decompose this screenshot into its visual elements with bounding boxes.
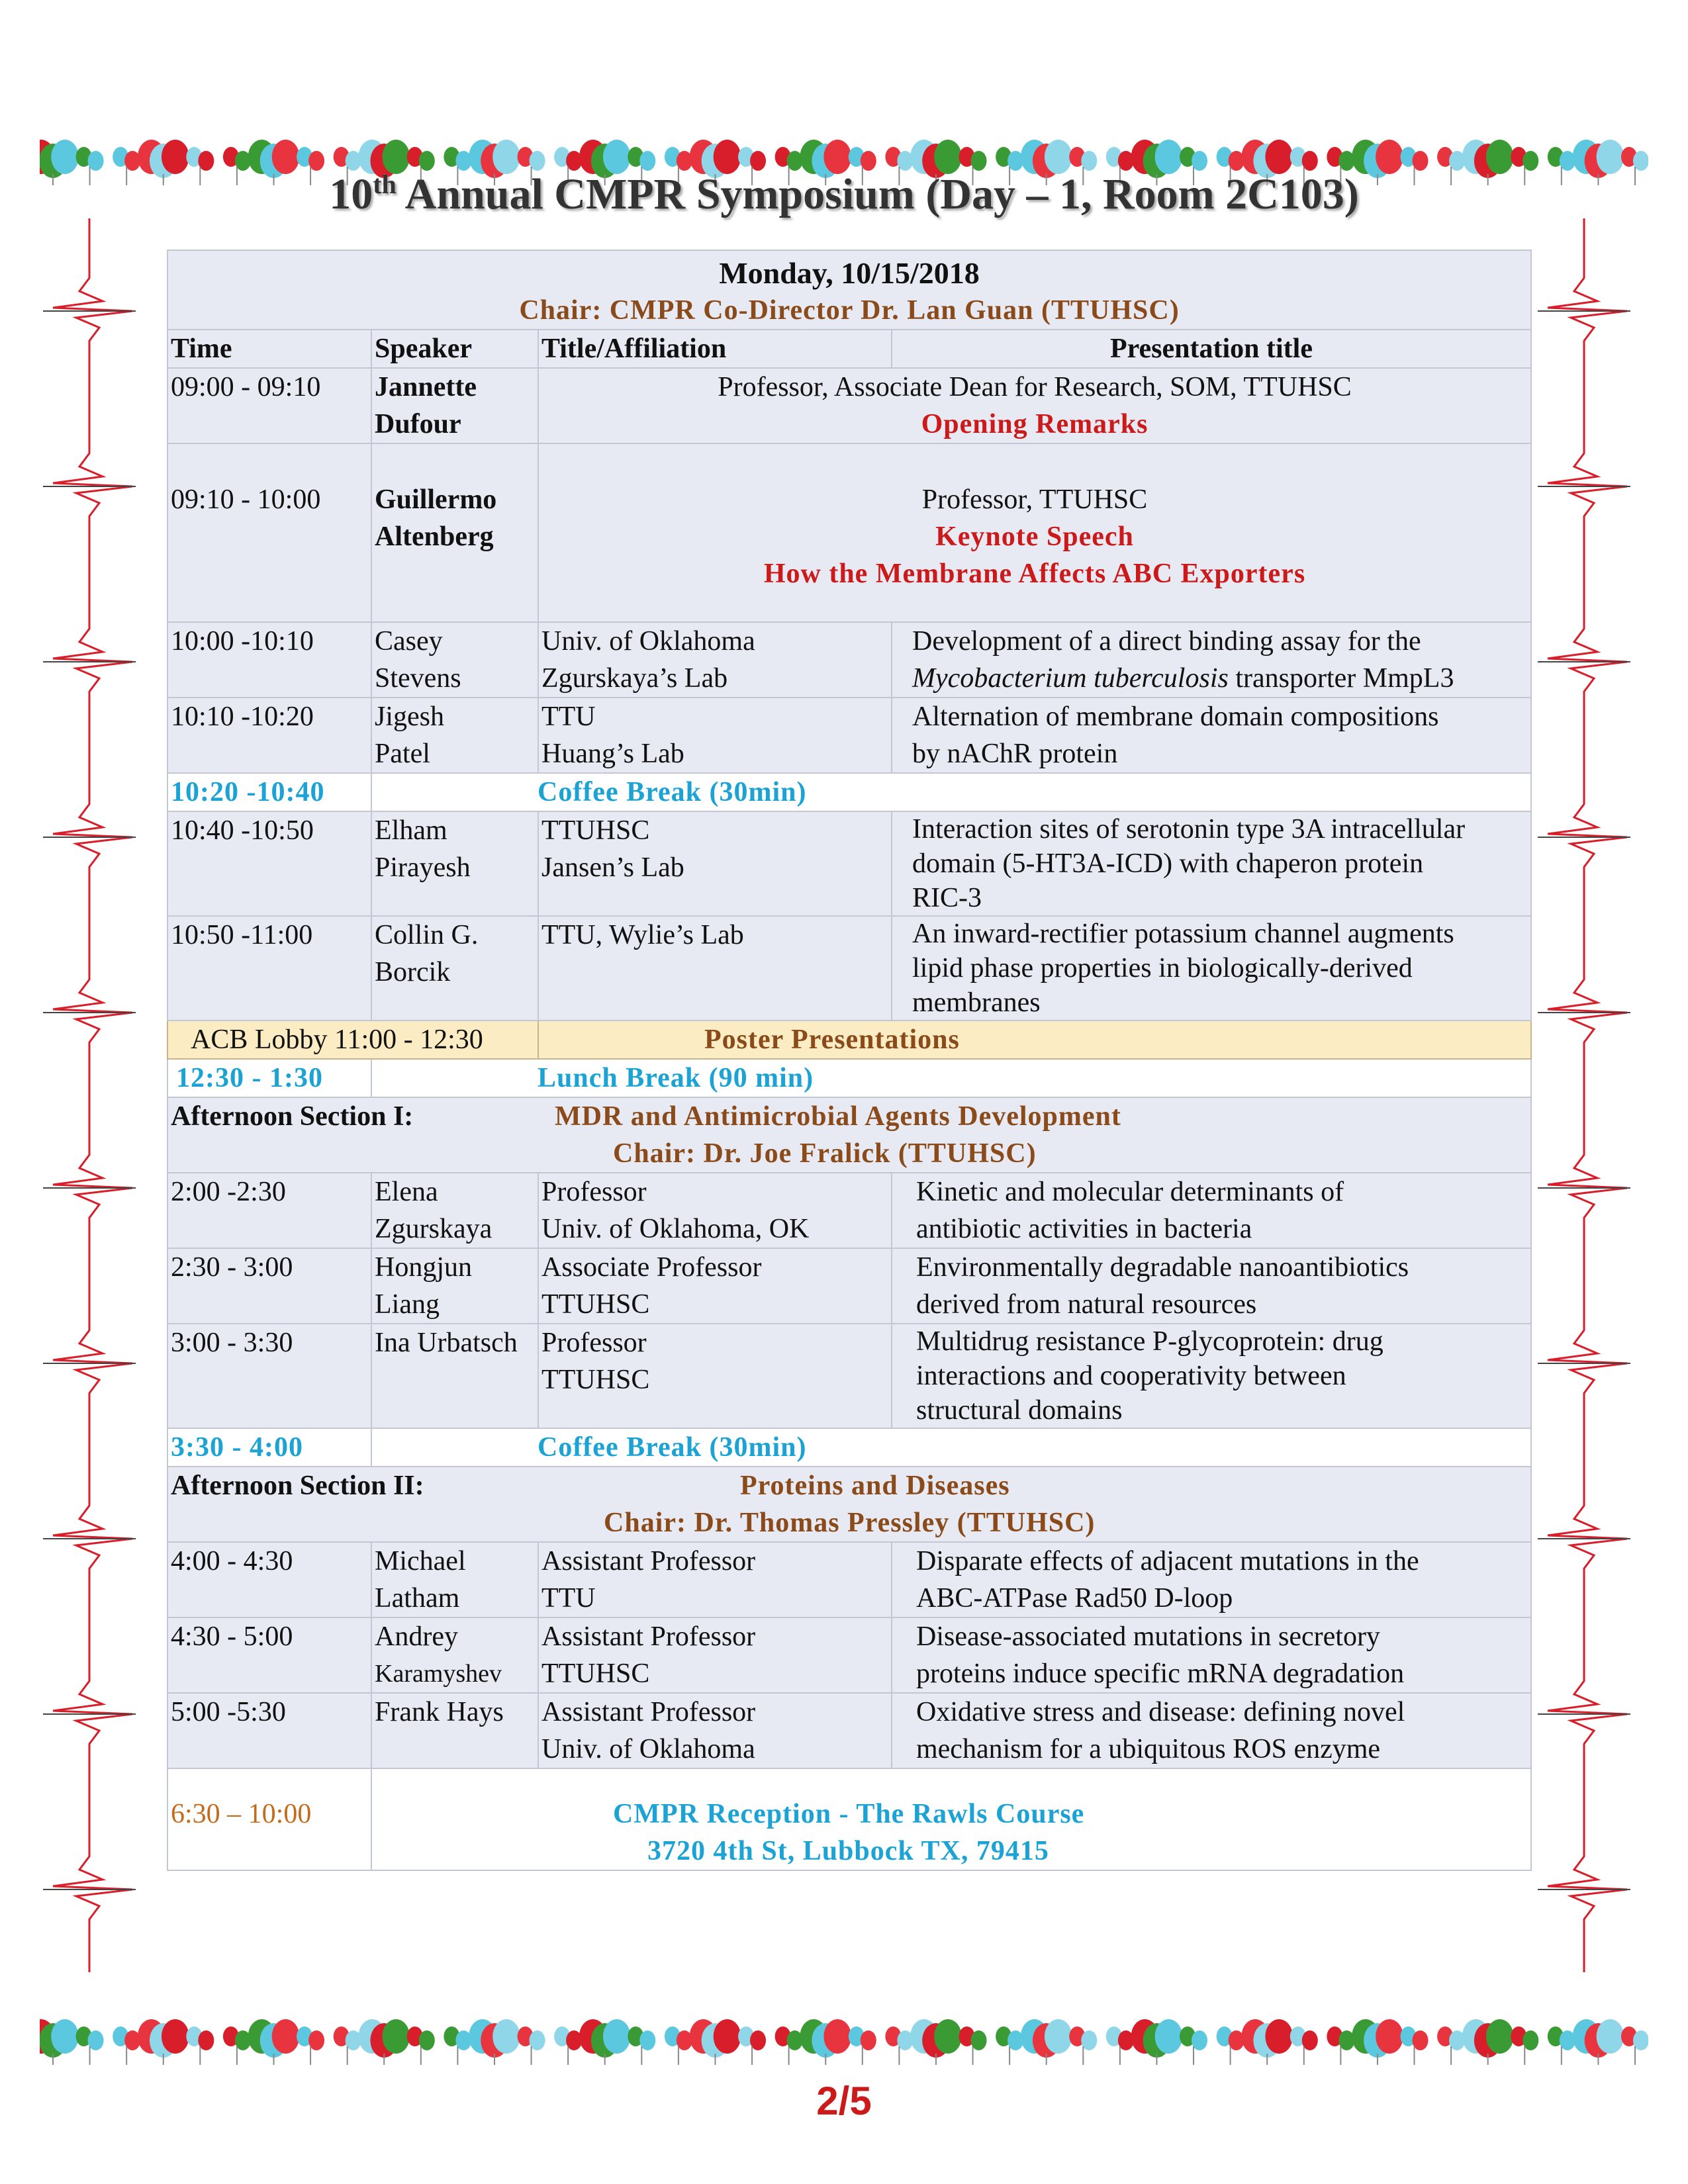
opening-row: [167, 368, 1531, 443]
balloon-icon: [800, 2019, 851, 2065]
column-headers: [167, 330, 1531, 368]
balloon-icon: [579, 2019, 631, 2065]
balloon-icon: [1106, 2026, 1134, 2065]
balloon-icon: [910, 2019, 962, 2065]
balloon-icon: [1327, 2026, 1354, 2065]
talk-row: 10:40 -10:50 Elham Pirayesh TTUHSC Jansen’s Lab Interaction sites of serotonin type 3A intracellular domain (5-HT3A-ICD) with chaperon protein RIC-3: [167, 811, 1531, 916]
balloon-icon: [186, 2026, 214, 2065]
balloon-icon: [1437, 2026, 1465, 2065]
balloon-icon: [444, 2026, 471, 2065]
talk-row: 2:30 - 3:00 Hongjun Liang Associate Professor TTUHSC Environmentally degradable nanoantibiotics derived from natural resources: [167, 1248, 1531, 1324]
balloon-icon: [1548, 2026, 1575, 2065]
balloon-icon: [690, 2019, 741, 2065]
page-number: 2/5: [816, 2079, 872, 2123]
coffee-break-row: 3:30 - 4:00 Coffee Break (30min): [167, 1428, 1531, 1467]
balloon-icon: [1180, 2026, 1207, 2065]
talk-row: 4:00 - 4:30 Michael Latham Assistant Professor TTU Disparate effects of adjacent mutations in the ABC-ATPase Rad50 D-loop: [167, 1542, 1531, 1617]
talk-row: 10:00 -10:10 Casey Stevens Univ. of Oklahoma Zgurskaya’s Lab Development of a direct binding assay for the Mycobacterium tuberculosis transporter MmpL3: [167, 622, 1531, 698]
balloon-icon: [469, 2019, 520, 2065]
balloon-icon: [76, 2026, 104, 2065]
balloon-icon: [1241, 2019, 1293, 2065]
heartbeat-line: [53, 218, 132, 1972]
balloon-icon: [628, 2026, 655, 2065]
day-header: [167, 250, 1531, 330]
col-time: Time: [167, 330, 371, 368]
balloon-icon: [1511, 2026, 1538, 2065]
col-speaker: Speaker: [371, 330, 538, 368]
day-date: Monday, 10/15/2018: [719, 256, 980, 290]
keynote-row: [167, 443, 1531, 622]
balloon-icon: [1352, 2019, 1403, 2065]
balloon-icon: [1069, 2026, 1097, 2065]
balloon-icon: [1217, 2026, 1244, 2065]
balloon-icon: [554, 2026, 582, 2065]
talk-row: 5:00 -5:30 Frank Hays Assistant Professor Univ. of Oklahoma Oxidative stress and disease: defining novel mechanism for a ubiquitous ROS enzyme: [167, 1693, 1531, 1768]
row-time: 09:10 - 10:00: [167, 443, 371, 622]
talk-row: 10:10 -10:20 Jigesh Patel TTU Huang’s Lab Alternation of membrane domain compositions by nAChR protein: [167, 698, 1531, 773]
row-details: Professor, Associate Dean for Research, SOM, TTUHSC Opening Remarks: [538, 368, 1531, 443]
balloon-icon: [1021, 2019, 1072, 2065]
heartbeat-border-left: [40, 218, 139, 1979]
balloon-icon: [1131, 2019, 1183, 2065]
talk-row: 3:00 - 3:30 Ina Urbatsch Professor TTUHSC Multidrug resistance P-glycoprotein: drug interactions and cooperativity between structural domains: [167, 1324, 1531, 1428]
balloon-icon: [138, 2019, 189, 2065]
poster-row: ACB Lobby 11:00 - 12:30 Poster Presentations: [167, 1021, 1531, 1059]
talk-row: 2:00 -2:30 Elena Zgurskaya Professor Univ. of Oklahoma, OK Kinetic and molecular determinants of antibiotic activities in bacteria: [167, 1173, 1531, 1248]
col-affiliation: Title/Affiliation: [538, 330, 892, 368]
balloon-icon: [113, 2026, 140, 2065]
row-time: 09:00 - 09:10: [167, 368, 371, 443]
heartbeat-line: [1548, 218, 1627, 1972]
section-header: Afternoon Section I: MDR and Antimicrobial Agents Development Chair: Dr. Joe Fralick (TTUHSC): [167, 1097, 1531, 1173]
balloon-icon: [248, 2019, 300, 2065]
balloon-icon: [297, 2026, 324, 2065]
balloon-icon: [40, 2019, 79, 2065]
balloon-icon: [996, 2026, 1023, 2065]
reception-row: 6:30 – 10:00 CMPR Reception - The Rawls Course 3720 4th St, Lubbock TX, 79415: [167, 1768, 1531, 1870]
balloon-icon: [665, 2026, 692, 2065]
lunch-row: 12:30 - 1:30 Lunch Break (90 min): [167, 1059, 1531, 1097]
balloon-border-bottom: [40, 2002, 1648, 2068]
balloon-icon: [1401, 2026, 1429, 2065]
heartbeat-border-right: [1534, 218, 1634, 1979]
balloon-icon: [407, 2026, 435, 2065]
col-presentation: Presentation title: [892, 330, 1531, 368]
balloon-icon: [1573, 2019, 1624, 2065]
talk-row: 4:30 - 5:00 Andrey Karamyshev Assistant Professor TTUHSC Disease-associated mutations in secretory proteins induce specific mRNA degradation: [167, 1617, 1531, 1693]
balloon-icon: [738, 2026, 766, 2065]
balloon-icon: [1290, 2026, 1318, 2065]
balloon-icon: [959, 2026, 987, 2065]
balloon-icon: [1462, 2019, 1514, 2065]
balloon-icon: [518, 2026, 545, 2065]
balloon-icon: [334, 2026, 361, 2065]
balloon-icon: [1621, 2026, 1648, 2065]
schedule-table: [167, 250, 1532, 1871]
balloon-icon: [775, 2026, 803, 2065]
section-header: Afternoon Section II: Proteins and Diseases Chair: Dr. Thomas Pressley (TTUHSC): [167, 1467, 1531, 1542]
balloon-icon: [849, 2026, 876, 2065]
talk-row: 10:50 -11:00 Collin G. Borcik TTU, Wylie’s Lab An inward-rectifier potassium channel augments lipid phase properties in biologically-derived membranes: [167, 916, 1531, 1021]
balloon-icon: [885, 2026, 913, 2065]
coffee-break-row: 10:20 -10:40 Coffee Break (30min): [167, 773, 1531, 811]
page-title: 10th Annual CMPR Symposium (Day – 1, Room 2C103): [329, 169, 1359, 218]
balloon-icon: [358, 2019, 410, 2065]
balloon-icon: [223, 2026, 251, 2065]
row-details: Professor, TTUHSC Keynote Speech How the Membrane Affects ABC Exporters: [538, 443, 1531, 622]
row-speaker: Guillermo Altenberg: [371, 443, 538, 622]
day-chair: Chair: CMPR Co-Director Dr. Lan Guan (TTUHSC): [519, 295, 1180, 326]
row-speaker: Jannette Dufour: [371, 368, 538, 443]
